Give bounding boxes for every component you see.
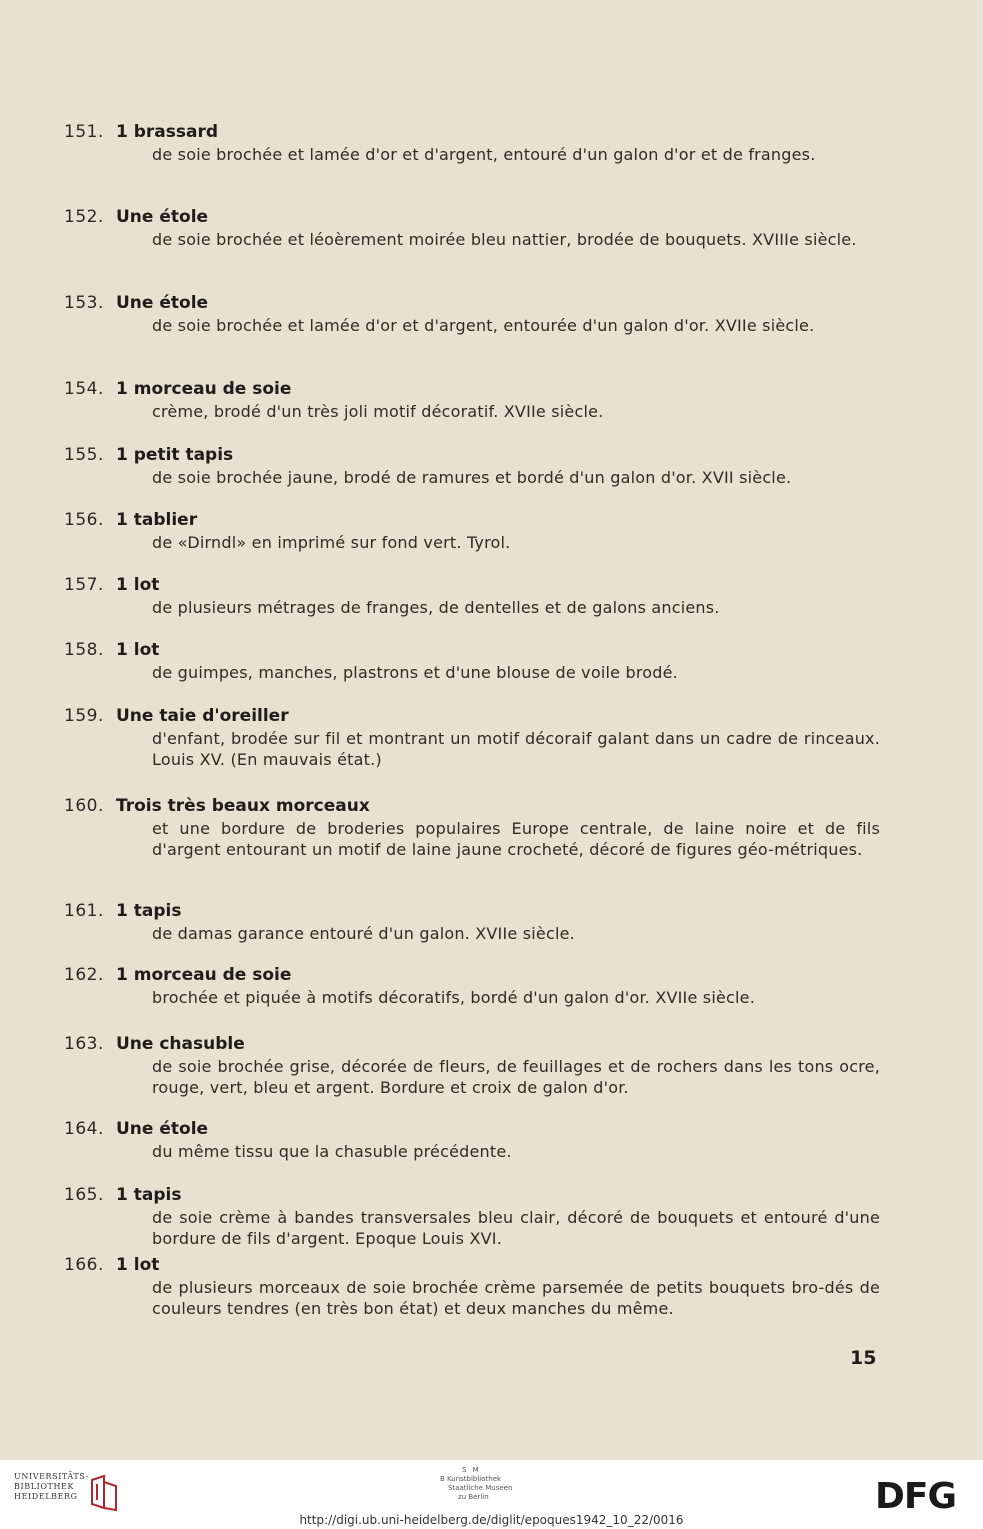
university-line-2: BIBLIOTHEK	[14, 1482, 75, 1491]
entry-description: crème, brodé d'un très joli motif décoratif. XVIIe siècle.	[152, 402, 604, 421]
entry-number: 157.	[64, 575, 104, 595]
museum-line-3: Staatliche Museen	[448, 1484, 513, 1492]
entry-description: de plusieurs métrages de franges, de dentelles et de galons anciens.	[152, 598, 720, 617]
entry-title: 1 tapis	[116, 901, 182, 921]
entry-title: 1 petit tapis	[116, 445, 234, 465]
entry-number: 165.	[64, 1185, 104, 1205]
entry-number: 155.	[64, 445, 104, 465]
entry-description: de soie crème à bandes transversales bleu clair, décoré de bouquets et entouré d'une bordure de fils d'argent. Epoque Louis XVI.	[152, 1208, 880, 1248]
entry-number: 164.	[64, 1119, 104, 1139]
entry-description: du même tissu que la chasuble précédente.	[152, 1142, 512, 1161]
entry-description: de plusieurs morceaux de soie brochée crème parsemée de petits bouquets bro-dés de couleurs tendres (en très bon état) et deux manches du même.	[152, 1278, 880, 1318]
entry-description: de damas garance entouré d'un galon. XVIIe siècle.	[152, 924, 575, 943]
entry-title: Une chasuble	[116, 1034, 245, 1054]
entry-title: 1 lot	[116, 575, 160, 595]
university-library-logo-text[interactable]	[14, 1472, 90, 1502]
entry-number: 162.	[64, 965, 104, 985]
university-line-3: HEIDELBERG	[14, 1492, 78, 1501]
entry-description: de guimpes, manches, plastrons et d'une blouse de voile brodé.	[152, 663, 678, 682]
entry-title: 1 brassard	[116, 122, 219, 142]
entry-description: de soie brochée et léoèrement moirée bleu nattier, brodée de bouquets. XVIIIe siècle.	[152, 230, 857, 249]
university-library-icon[interactable]	[88, 1474, 118, 1512]
entry-number: 161.	[64, 901, 104, 921]
entry-title: Une taie d'oreiller	[116, 706, 289, 726]
entry-description: d'enfant, brodée sur fil et montrant un motif décoraif galant dans un cadre de rinceaux. Louis XV. (En mauvais état.)	[152, 729, 880, 769]
dfg-logo[interactable]: DFG	[875, 1476, 957, 1517]
entry-number: 151.	[64, 122, 104, 142]
museum-logo[interactable]	[440, 1466, 550, 1502]
museum-line-2: B Kunstbibliothek	[440, 1475, 502, 1483]
source-url-link[interactable]: http://digi.ub.uni-heidelberg.de/diglit/epoques1942_10_22/0016	[299, 1513, 684, 1527]
entry-title: 1 lot	[116, 640, 160, 660]
entry-title: 1 tapis	[116, 1185, 182, 1205]
entry-number: 153.	[64, 293, 104, 313]
entry-title: 1 lot	[116, 1255, 160, 1275]
entry-number: 156.	[64, 510, 104, 530]
entry-number: 152.	[64, 207, 104, 227]
entry-description: de «Dirndl» en imprimé sur fond vert. Tyrol.	[152, 533, 511, 552]
entry-title: 1 morceau de soie	[116, 379, 292, 399]
entry-number: 160.	[64, 796, 104, 816]
entry-description: de soie brochée jaune, brodé de ramures et bordé d'un galon d'or. XVII siècle.	[152, 468, 792, 487]
entry-number: 166.	[64, 1255, 104, 1275]
entry-title: Une étole	[116, 293, 209, 313]
entry-description: de soie brochée et lamée d'or et d'argent, entouré d'un galon d'or et de franges.	[152, 145, 816, 164]
entry-description: de soie brochée et lamée d'or et d'argent, entourée d'un galon d'or. XVIIe siècle.	[152, 316, 815, 335]
entry-title: Une étole	[116, 207, 209, 227]
entry-title: 1 tablier	[116, 510, 198, 530]
entry-number: 154.	[64, 379, 104, 399]
entry-number: 159.	[64, 706, 104, 726]
page-number: 15	[850, 1347, 877, 1369]
entry-title: Une étole	[116, 1119, 209, 1139]
entry-description: brochée et piquée à motifs décoratifs, bordé d'un galon d'or. XVIIe siècle.	[152, 988, 755, 1007]
entry-description: et une bordure de broderies populaires Europe centrale, de laine noire et de fils d'argent entourant un motif de laine jaune crocheté, décoré de figures géo-métriques.	[152, 819, 880, 859]
museum-line-1: S M	[462, 1466, 481, 1474]
university-line-1: UNIVERSITÄTS-	[14, 1472, 90, 1481]
entry-title: 1 morceau de soie	[116, 965, 292, 985]
entry-number: 158.	[64, 640, 104, 660]
museum-line-4: zu Berlin	[458, 1493, 489, 1501]
entry-number: 163.	[64, 1034, 104, 1054]
entry-description: de soie brochée grise, décorée de fleurs, de feuillages et de rochers dans les tons ocre, rouge, vert, bleu et argent. Bordure et croix de galon d'or.	[152, 1057, 880, 1097]
entry-title: Trois très beaux morceaux	[116, 796, 370, 816]
